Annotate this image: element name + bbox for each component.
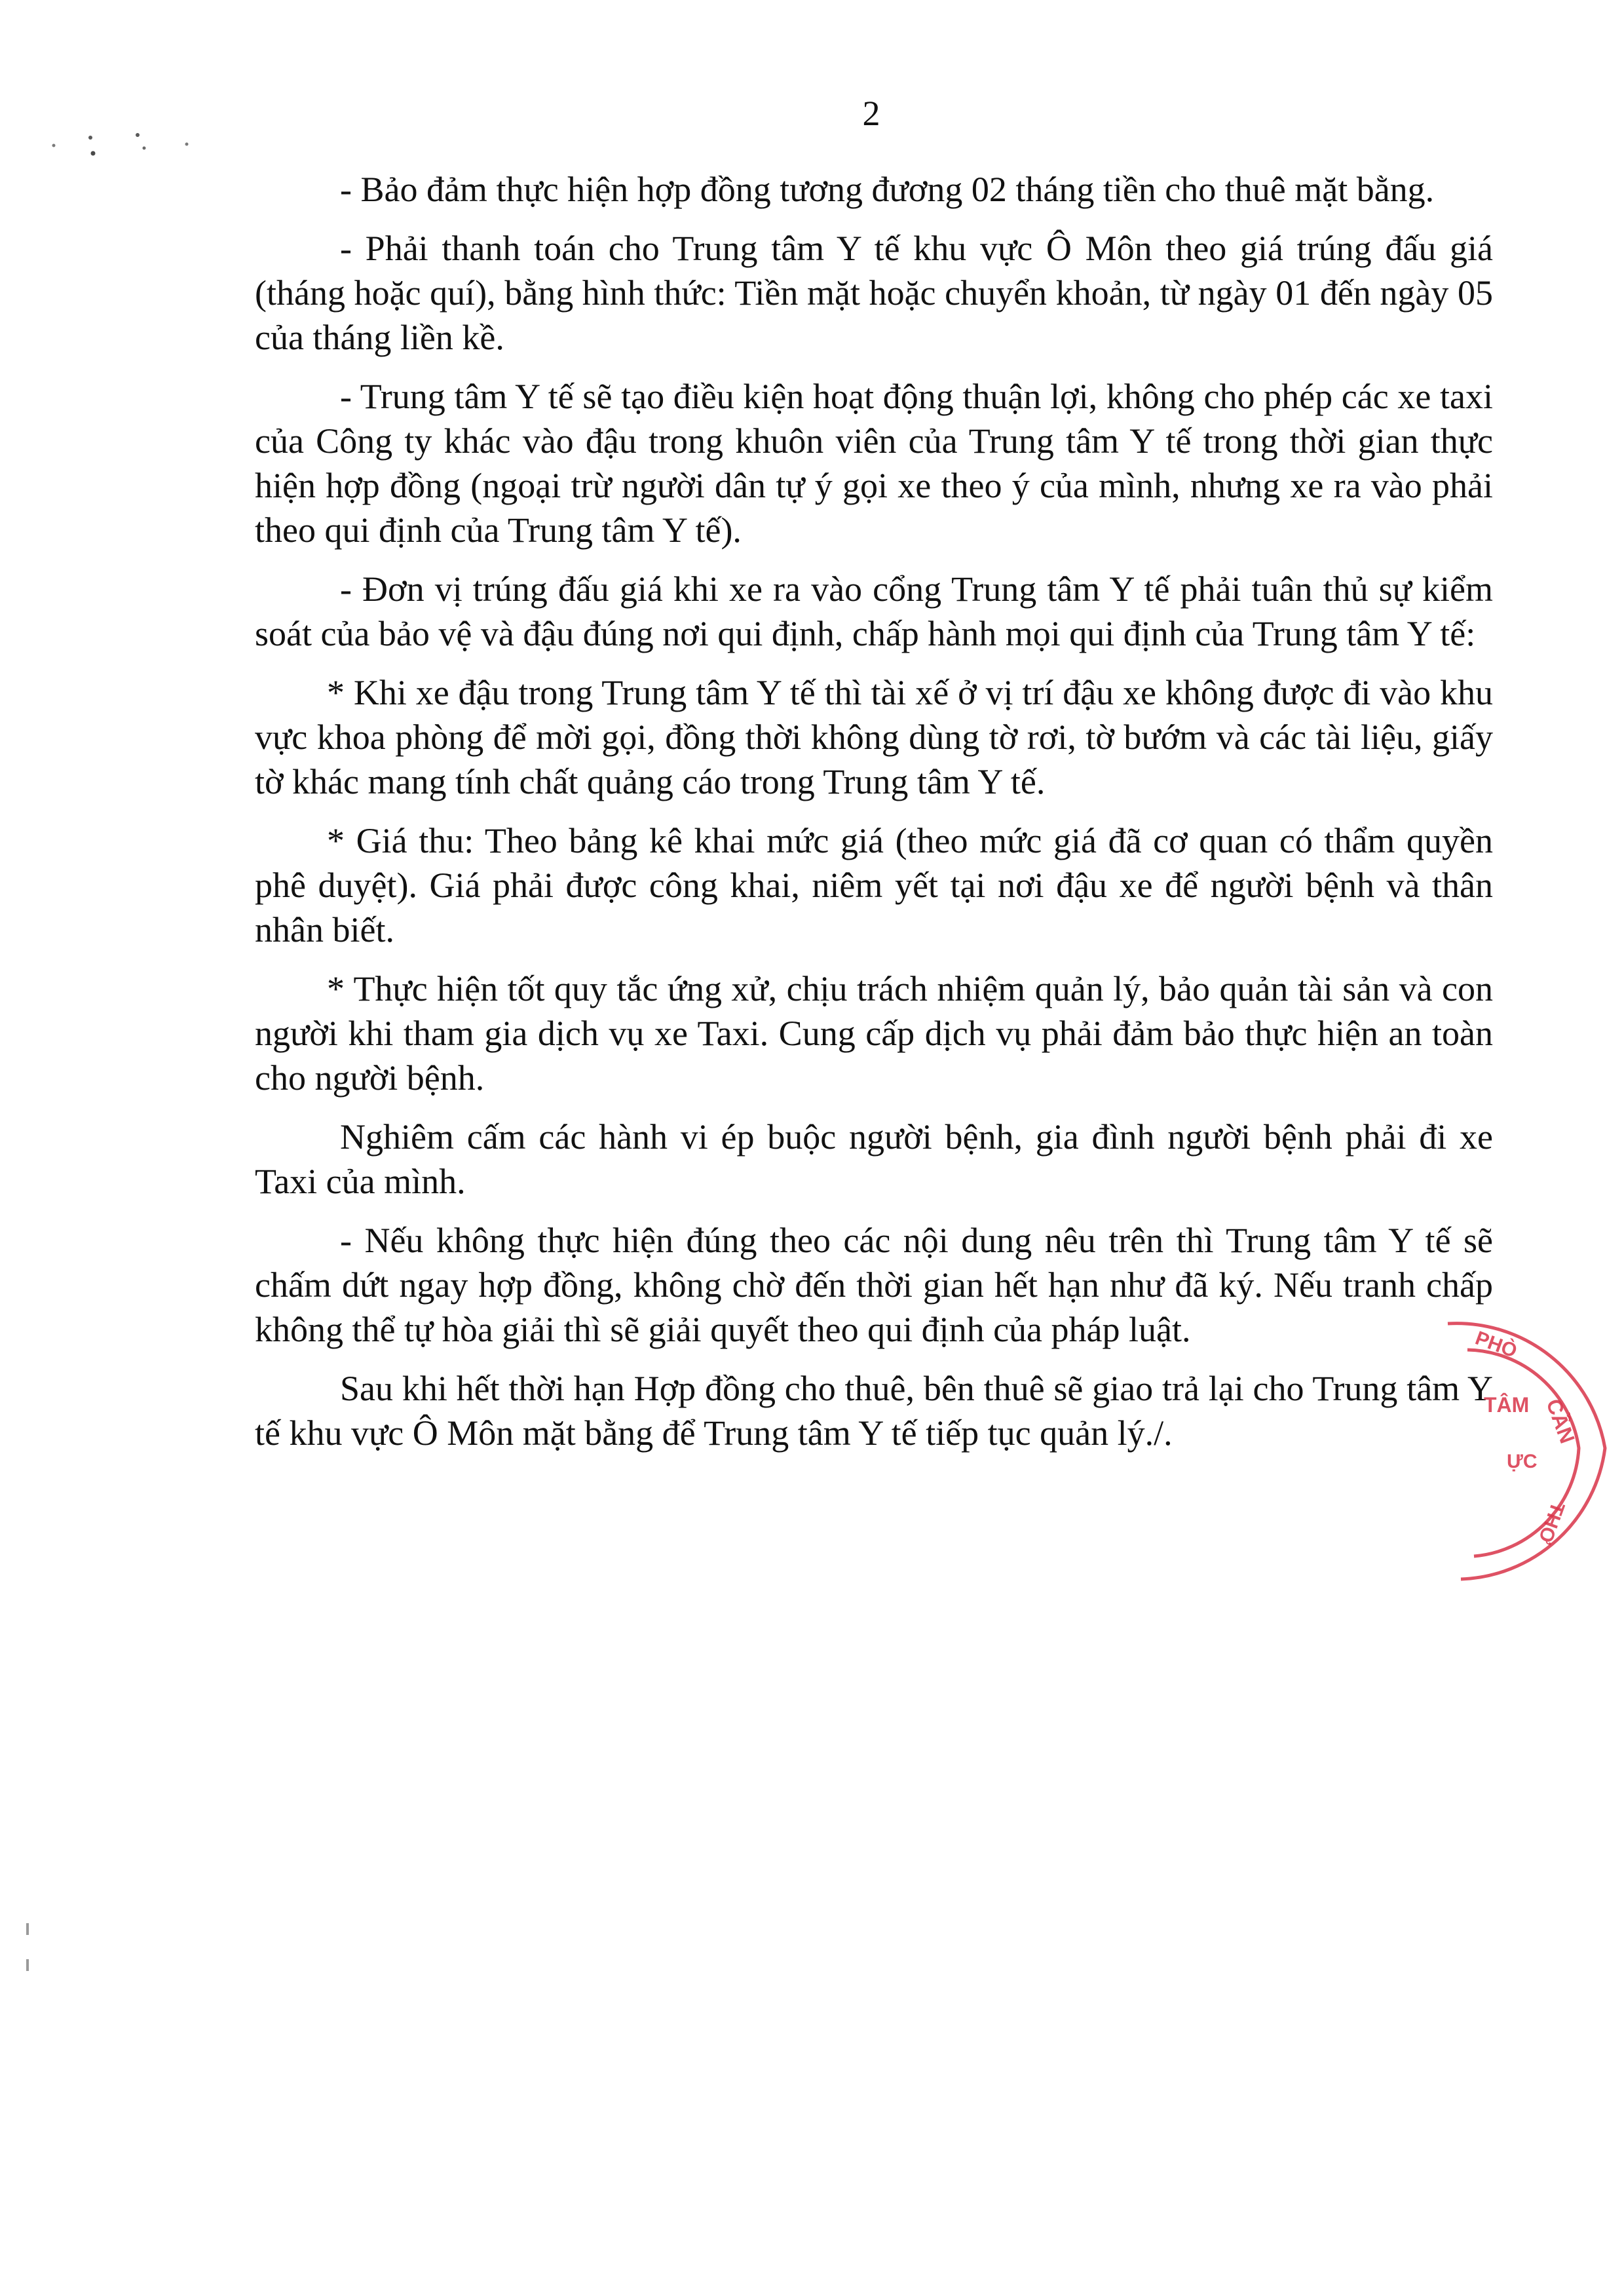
stamp-text: ỰC [1507,1451,1538,1472]
paragraph-compliance: - Đơn vị trúng đấu giá khi xe ra vào cổng Trung tâm Y tế phải tuân thủ sự kiểm soát của bảo vệ và đậu đúng nơi qui định, chấp hành mọi qui định của Trung tâm Y tế: [255,569,1493,653]
stamp-text: CẦN [1541,1396,1579,1447]
paragraph-driver-rules: * Khi xe đậu trong Trung tâm Y tế thì tài xế ở vị trí đậu xe không được đi vào khu vực khoa phòng để mời gọi, đồng thời không dùng tờ rơi, tờ bướm và các tài liệu, giấy tờ khác mang tính chất quảng cáo trong Trung tâm Y tế. [255,673,1493,801]
paragraph-prohibition: Nghiêm cấm các hành vi ép buộc người bệnh, gia đình người bệnh phải đi xe Taxi của mình. [255,1117,1493,1201]
paragraph-operating-conditions: - Trung tâm Y tế sẽ tạo điều kiện hoạt động thuận lợi, không cho phép các xe taxi của Công ty khác vào đậu trong khuôn viên của Trung tâm Y tế trong thời gian thực hiện hợp đồng (ngoại trừ người dân tự ý gọi xe theo ý của mình, nhưng xe ra vào phải theo qui định của Trung tâm Y tế). [255,377,1493,550]
stamp-text: PHÒ [1472,1327,1520,1362]
paragraph-conduct: * Thực hiện tốt quy tắc ứng xử, chịu trách nhiệm quản lý, bảo quản tài sản và con người khi tham gia dịch vụ xe Taxi. Cung cấp dịch vụ phải đảm bảo thực hiện an toàn cho người bệnh. [255,969,1493,1098]
stamp-text: THƠ [1533,1499,1569,1547]
paragraph-pricing: * Giá thu: Theo bảng kê khai mức giá (theo mức giá đã cơ quan có thẩm quyền phê duyệt). Giá phải được công khai, niêm yết tại nơi đậu xe để người bệnh và thân nhân biết. [255,821,1493,949]
page-number: 2 [862,94,880,133]
stamp-text: TÂM [1484,1393,1530,1417]
paragraph-termination: - Nếu không thực hiện đúng theo các nội dung nêu trên thì Trung tâm Y tế sẽ chấm dứt ngay hợp đồng, không chờ đến thời gian hết hạn như đã ký. Nếu tranh chấp không thể tự hòa giải thì sẽ giải quyết theo qui định của pháp luật. [255,1221,1493,1349]
paragraph-payment: - Phải thanh toán cho Trung tâm Y tế khu vực Ô Môn theo giá trúng đấu giá (tháng hoặc quí), bằng hình thức: Tiền mặt hoặc chuyển khoản, từ ngày 01 đến ngày 05 của tháng liền kề. [255,229,1493,357]
scan-artifact-marks [46,118,197,170]
margin-mark [26,1923,29,1935]
paragraph-return-premises: Sau khi hết thời hạn Hợp đồng cho thuê, bên thuê sẽ giao trả lại cho Trung tâm Y tế khu vực Ô Môn mặt bằng để Trung tâm Y tế tiếp tục quản lý./. [255,1369,1493,1453]
document-body [255,167,1493,1470]
paragraph-deposit: - Bảo đảm thực hiện hợp đồng tương đương 02 tháng tiền cho thuê mặt bằng. [340,170,1435,209]
margin-mark [26,1959,29,1971]
